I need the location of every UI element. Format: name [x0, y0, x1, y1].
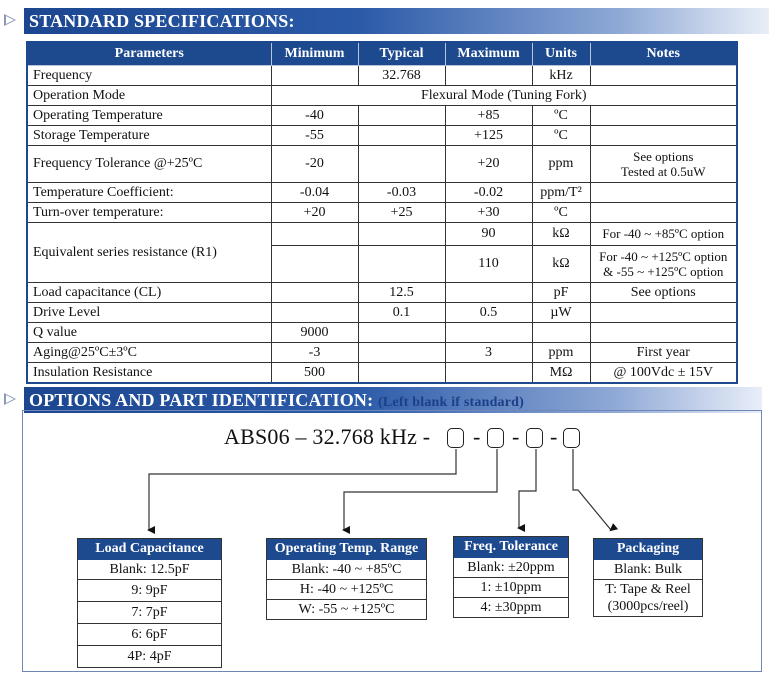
option-item: H: -40 ~ +125ºC — [267, 579, 426, 599]
note-cell: @ 100Vdc ± 15V — [590, 363, 737, 384]
spec-section-title-text: STANDARD SPECIFICATIONS: — [29, 11, 295, 31]
option-item: 4P: 4pF — [78, 645, 221, 667]
note-cell: For -40 ~ +85ºC option — [590, 223, 737, 246]
option-box-temp-range — [266, 538, 427, 620]
unit-cell: ºC — [532, 106, 590, 126]
connector-temp-range — [344, 449, 497, 530]
option-item: Blank: -40 ~ +85ºC — [291, 562, 402, 577]
separator: - — [550, 424, 558, 449]
param-cell: Operating Temperature — [27, 106, 271, 126]
typ-cell: 32.768 — [358, 66, 445, 86]
max-cell: +20 — [445, 146, 532, 183]
min-cell: 500 — [271, 363, 358, 384]
note-line: Tested at 0.5uW — [620, 164, 706, 179]
part-number-base: ABS06 – 32.768 kHz - — [224, 424, 431, 449]
unit-cell: ppm/T² — [532, 183, 590, 203]
unit-cell: pF — [532, 283, 590, 303]
min-cell: -40 — [271, 106, 358, 126]
param-cell: Operation Mode — [27, 86, 271, 106]
header-maximum: Maximum — [445, 42, 532, 66]
option-item: 7: 7pF — [78, 601, 221, 623]
param-cell: Turn-over temperature: — [27, 203, 271, 223]
note-line: & -55 ~ +125ºC option — [603, 264, 724, 279]
param-cell: Load capacitance (CL) — [27, 283, 271, 303]
unit-cell: ºC — [532, 203, 590, 223]
option-item: T: Tape & Reel (3000pcs/reel) — [594, 579, 702, 616]
unit-cell: kΩ — [532, 246, 590, 283]
max-cell: +125 — [445, 126, 532, 146]
option-item: 9: 9pF — [78, 579, 221, 601]
header-minimum: Minimum — [271, 42, 358, 66]
option-box-title: Freq. Tolerance — [454, 537, 568, 558]
typ-cell: +25 — [358, 203, 445, 223]
option-item: Blank: 12.5pF — [109, 562, 190, 577]
max-cell: 110 — [445, 246, 532, 283]
typ-cell: -0.03 — [358, 183, 445, 203]
param-cell: Aging@25ºC±3ºC — [27, 343, 271, 363]
param-cell: Frequency — [27, 66, 271, 86]
header-notes: Notes — [590, 42, 737, 66]
unit-cell: MΩ — [532, 363, 590, 384]
options-section-title-text: OPTIONS AND PART IDENTIFICATION: — [29, 390, 374, 410]
option-box-title: Load Capacitance — [78, 539, 221, 560]
max-cell: 90 — [445, 223, 532, 246]
option-item: Blank: Bulk — [613, 562, 683, 577]
option-item: Blank: ±20ppm — [467, 560, 555, 575]
param-cell: Storage Temperature — [27, 126, 271, 146]
param-cell: Temperature Coefficient: — [27, 183, 271, 203]
max-cell: +85 — [445, 106, 532, 126]
param-cell: Equivalent series resistance (R1) — [27, 223, 271, 283]
options-section-note: (Left blank if standard) — [378, 395, 525, 410]
max-cell: +30 — [445, 203, 532, 223]
option-item: W: -55 ~ +125ºC — [267, 599, 426, 619]
param-cell: Insulation Resistance — [27, 363, 271, 384]
param-cell: Frequency Tolerance @+25ºC — [27, 146, 271, 183]
separator: - — [512, 424, 520, 449]
min-cell: +20 — [271, 203, 358, 223]
min-cell: -3 — [271, 343, 358, 363]
unit-cell: ºC — [532, 126, 590, 146]
max-cell: -0.02 — [445, 183, 532, 203]
option-item: 6: 6pF — [78, 623, 221, 645]
option-box-title: Packaging — [594, 539, 702, 560]
max-cell: 3 — [445, 343, 532, 363]
header-units: Units — [532, 42, 590, 66]
min-cell: 9000 — [271, 323, 358, 343]
min-cell: -55 — [271, 126, 358, 146]
header-typical: Typical — [358, 42, 445, 66]
note-cell: See options — [590, 283, 737, 303]
option-item: 4: ±30ppm — [454, 597, 568, 617]
connector-load-capacitance — [149, 449, 456, 530]
min-cell: -0.04 — [271, 183, 358, 203]
max-cell: 0.5 — [445, 303, 532, 323]
span-cell: Flexural Mode (Tuning Fork) — [271, 86, 737, 106]
header-parameters: Parameters — [27, 42, 271, 66]
param-cell: Q value — [27, 323, 271, 343]
unit-cell: µW — [532, 303, 590, 323]
option-item: 1: ±10ppm — [454, 577, 568, 597]
note-line: For -40 ~ +125ºC option — [599, 249, 728, 264]
option-box-load-capacitance — [77, 538, 222, 668]
option-box-title: Operating Temp. Range — [267, 539, 426, 560]
option-box-freq-tolerance — [453, 536, 569, 618]
option-box-packaging — [593, 538, 703, 617]
note-line: See options — [633, 149, 694, 164]
connector-freq-tolerance — [519, 449, 536, 528]
min-cell: -20 — [271, 146, 358, 183]
separator: - — [473, 424, 481, 449]
typ-cell: 0.1 — [358, 303, 445, 323]
unit-cell: kHz — [532, 66, 590, 86]
connector-packaging — [573, 449, 611, 530]
unit-cell: ppm — [532, 146, 590, 183]
typ-cell: 12.5 — [358, 283, 445, 303]
unit-cell: kΩ — [532, 223, 590, 246]
unit-cell: ppm — [532, 343, 590, 363]
note-cell: First year — [590, 343, 737, 363]
param-cell: Drive Level — [27, 303, 271, 323]
